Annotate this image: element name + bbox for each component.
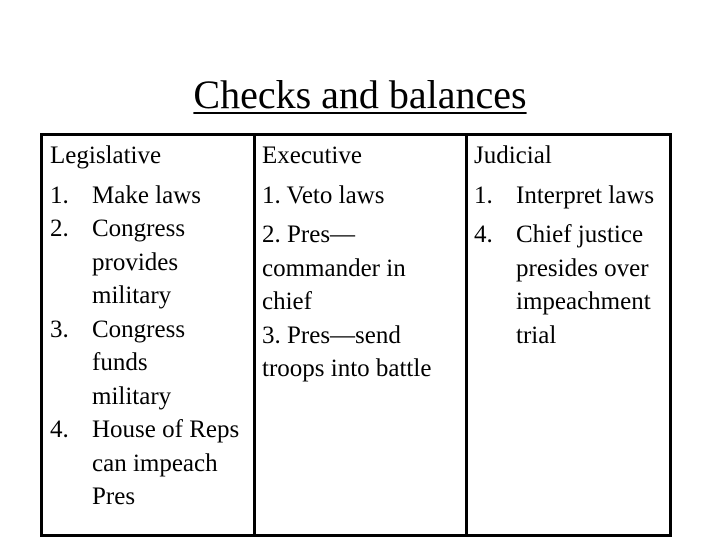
legislative-heading: Legislative [50, 142, 162, 169]
list-item [50, 212, 253, 313]
list-item-text: Interpret laws [516, 181, 655, 209]
slide-title-text: Checks and balances [193, 72, 527, 117]
executive-heading: Executive [262, 142, 362, 169]
list-item-text: Congress funds military [92, 315, 186, 410]
list-item-text: Make laws [92, 181, 201, 209]
list-item-text: House of Reps can impeach Pres [92, 416, 240, 510]
list-item-text: Chief justice presides over impeachment trial [516, 221, 651, 349]
slide-title [0, 72, 720, 118]
list-item [50, 413, 253, 514]
judicial-list [474, 179, 669, 353]
list-item [474, 179, 669, 213]
legislative-list [50, 179, 253, 514]
list-item [474, 218, 669, 352]
branches-table [40, 133, 672, 537]
list-item [50, 179, 253, 213]
judicial-column [465, 136, 669, 534]
list-item: 1. Veto laws [262, 181, 385, 209]
list-item-text: Congress provides military [92, 215, 186, 309]
judicial-heading: Judicial [474, 142, 552, 169]
list-item-number: 1. [50, 181, 69, 209]
list-item-number: 4. [50, 416, 69, 443]
executive-column [253, 136, 465, 534]
list-item: 3. Pres—send troops into battle [262, 321, 432, 382]
list-item-number: 3. [50, 315, 69, 343]
legislative-column [43, 136, 253, 534]
list-item-number: 2. [50, 215, 69, 242]
list-item: 2. Pres— commander in chief [262, 221, 406, 315]
list-item [50, 313, 253, 414]
list-item-number: 4. [474, 221, 493, 248]
executive-list [262, 179, 465, 386]
list-item-number: 1. [474, 181, 493, 209]
